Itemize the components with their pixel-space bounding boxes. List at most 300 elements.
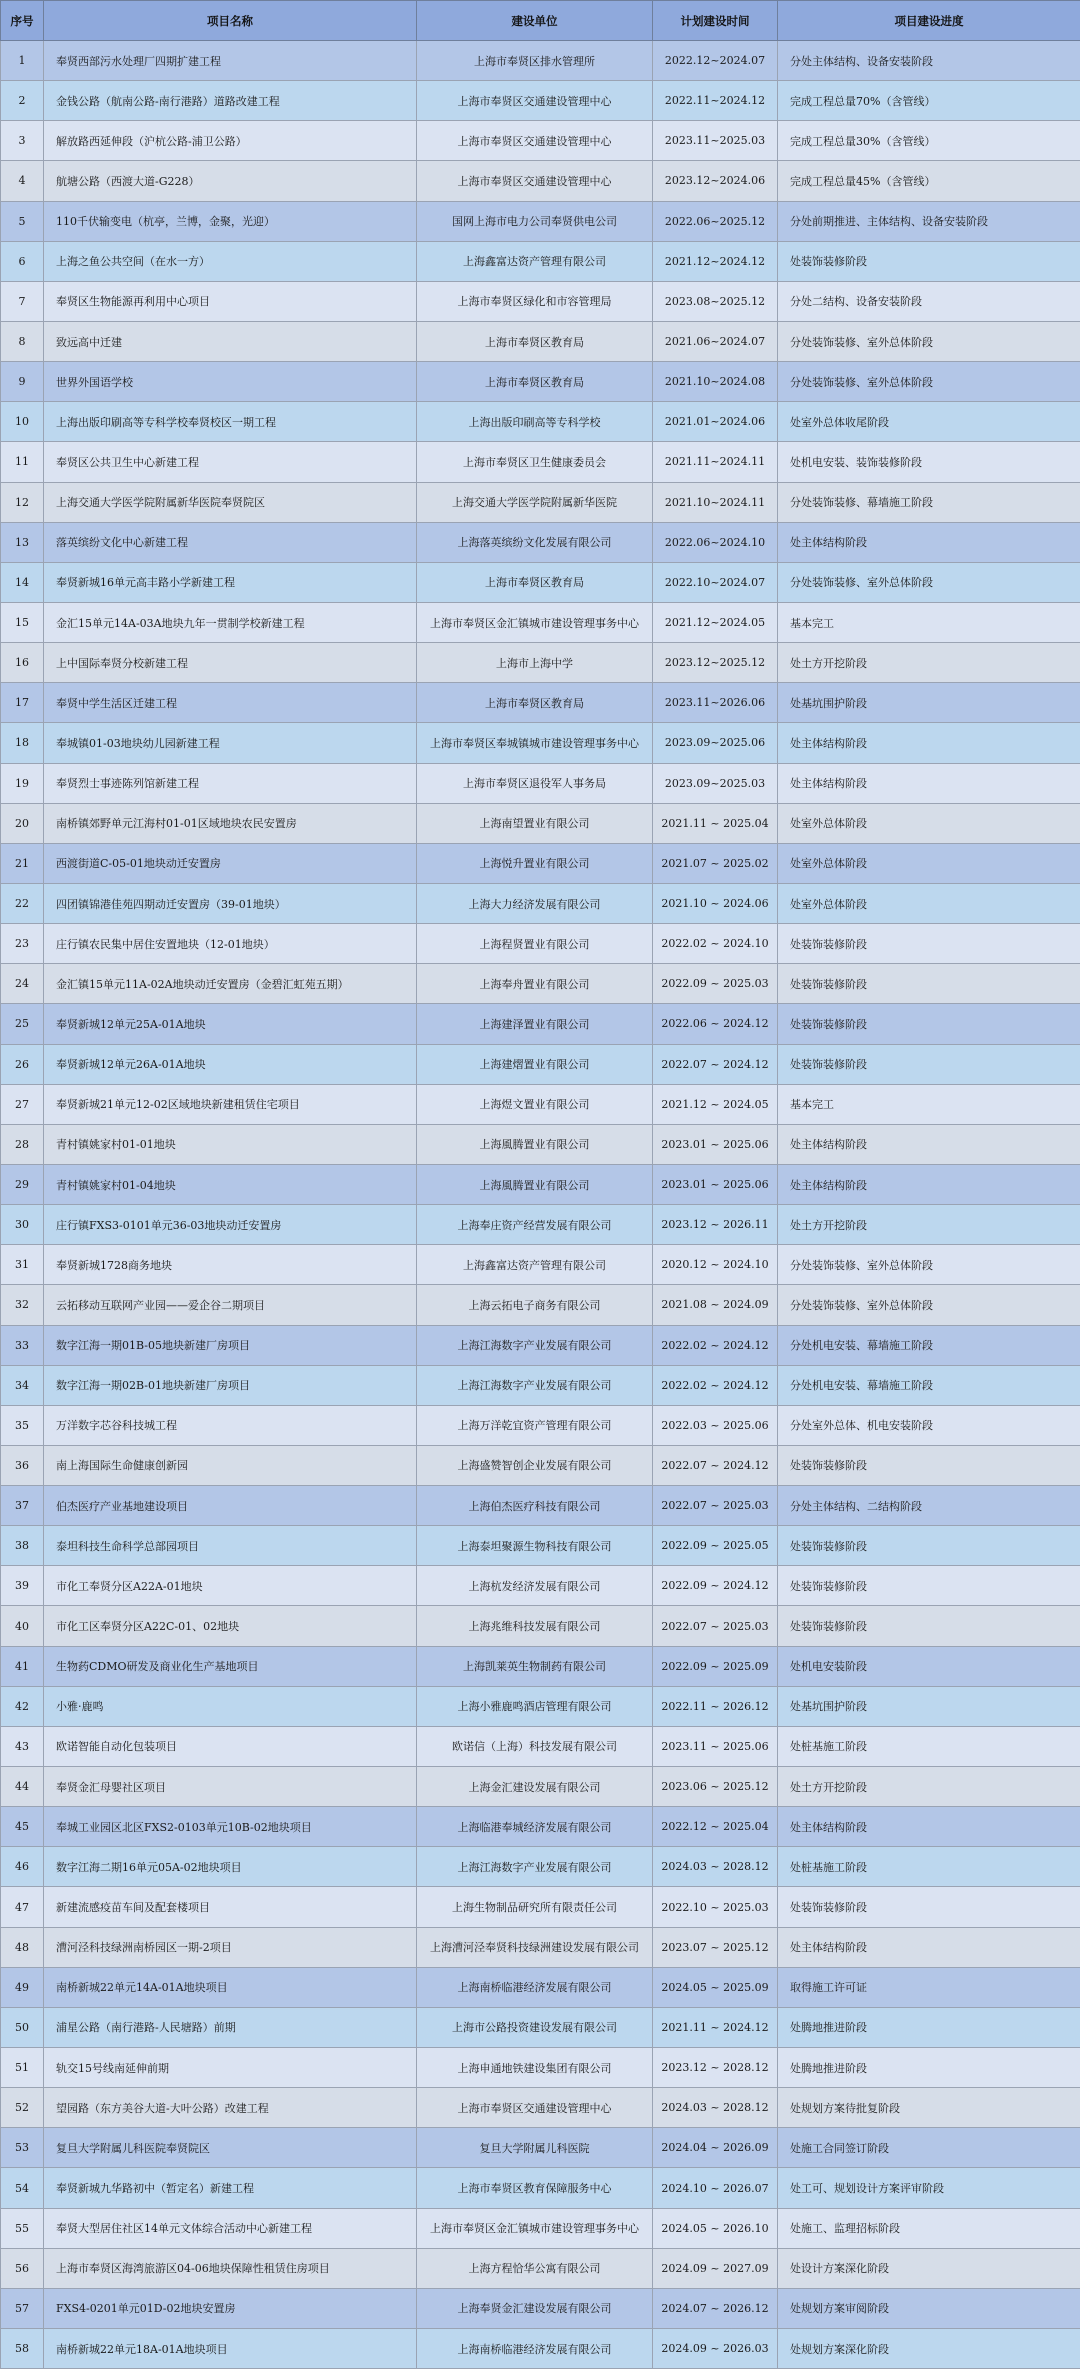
cell-progress: 处土方开挖阶段 (778, 643, 1080, 683)
cell-builder: 上海奉贤金汇建设发展有限公司 (417, 2288, 653, 2328)
cell-builder: 上海鑫富达资产管理有限公司 (417, 1245, 653, 1285)
cell-builder: 上海風腾置业有限公司 (417, 1124, 653, 1164)
cell-progress: 分处装饰装修、室外总体阶段 (778, 1245, 1080, 1285)
cell-schedule: 2023.12 ~ 2026.11 (653, 1205, 778, 1245)
cell-builder: 上海市奉贤区交通建设管理中心 (417, 2088, 653, 2128)
cell-progress: 完成工程总量45%（含管线） (778, 161, 1080, 201)
table-row (1, 2168, 1080, 2208)
cell-project-name: 奉城工业园区北区FXS2-0103单元10B-02地块项目 (44, 1807, 417, 1847)
cell-index: 36 (1, 1445, 44, 1485)
cell-progress: 分处装饰装修、室外总体阶段 (778, 321, 1080, 361)
cell-schedule: 2023.01 ~ 2025.06 (653, 1124, 778, 1164)
cell-builder: 上海江海数字产业发展有限公司 (417, 1325, 653, 1365)
table-row (1, 2248, 1080, 2288)
cell-progress: 分处机电安装、幕墙施工阶段 (778, 1365, 1080, 1405)
table-row (1, 643, 1080, 683)
cell-builder: 上海金汇建设发展有限公司 (417, 1767, 653, 1807)
cell-schedule: 2021.11~2024.11 (653, 442, 778, 482)
cell-index: 43 (1, 1726, 44, 1766)
cell-index: 11 (1, 442, 44, 482)
cell-schedule: 2021.10 ~ 2024.06 (653, 883, 778, 923)
table-row (1, 2007, 1080, 2047)
table-row (1, 1807, 1080, 1847)
cell-index: 19 (1, 763, 44, 803)
cell-project-name: 奉贤新城12单元25A-01A地块 (44, 1004, 417, 1044)
table-row (1, 1767, 1080, 1807)
cell-builder: 上海市奉贤区教育局 (417, 321, 653, 361)
table-row (1, 482, 1080, 522)
cell-builder: 上海鑫富达资产管理有限公司 (417, 241, 653, 281)
table-row (1, 362, 1080, 402)
cell-project-name: 小雅·鹿鸣 (44, 1686, 417, 1726)
cell-schedule: 2021.11 ~ 2024.12 (653, 2007, 778, 2047)
cell-schedule: 2022.02 ~ 2024.12 (653, 1365, 778, 1405)
cell-index: 23 (1, 924, 44, 964)
cell-schedule: 2023.01 ~ 2025.06 (653, 1164, 778, 1204)
cell-builder: 上海市奉贤区交通建设管理中心 (417, 121, 653, 161)
cell-builder: 上海市奉贤区金汇镇城市建设管理事务中心 (417, 2208, 653, 2248)
cell-project-name: 奉贤新城九华路初中（暂定名）新建工程 (44, 2168, 417, 2208)
cell-project-name: 数字江海二期16单元05A-02地块项目 (44, 1847, 417, 1887)
cell-progress: 处工可、规划设计方案评审阶段 (778, 2168, 1080, 2208)
cell-builder: 上海建熠置业有限公司 (417, 1044, 653, 1084)
cell-builder: 上海奉舟置业有限公司 (417, 964, 653, 1004)
header-index: 序号 (1, 1, 44, 41)
cell-progress: 处装饰装修阶段 (778, 1004, 1080, 1044)
cell-progress: 处室外总体阶段 (778, 843, 1080, 883)
table-row (1, 201, 1080, 241)
cell-index: 9 (1, 362, 44, 402)
cell-index: 53 (1, 2128, 44, 2168)
table-row (1, 1726, 1080, 1766)
cell-builder: 上海市奉贤区教育局 (417, 362, 653, 402)
cell-project-name: 新建流感疫苗车间及配套楼项目 (44, 1887, 417, 1927)
cell-builder: 上海凯莱英生物制药有限公司 (417, 1646, 653, 1686)
cell-schedule: 2022.11 ~ 2026.12 (653, 1686, 778, 1726)
cell-project-name: 伯杰医疗产业基地建设项目 (44, 1486, 417, 1526)
cell-schedule: 2022.07 ~ 2024.12 (653, 1445, 778, 1485)
cell-builder: 上海临港奉城经济发展有限公司 (417, 1807, 653, 1847)
cell-index: 29 (1, 1164, 44, 1204)
cell-schedule: 2021.12~2024.12 (653, 241, 778, 281)
cell-project-name: 上中国际奉贤分校新建工程 (44, 643, 417, 683)
cell-index: 24 (1, 964, 44, 1004)
cell-project-name: 奉城镇01-03地块幼儿园新建工程 (44, 723, 417, 763)
cell-project-name: 解放路西延伸段（沪杭公路-浦卫公路） (44, 121, 417, 161)
cell-index: 17 (1, 683, 44, 723)
table-row (1, 1445, 1080, 1485)
cell-project-name: 庄行镇FXS3-0101单元36-03地块动迁安置房 (44, 1205, 417, 1245)
cell-schedule: 2021.12~2024.05 (653, 602, 778, 642)
cell-index: 5 (1, 201, 44, 241)
cell-schedule: 2024.03 ~ 2028.12 (653, 1847, 778, 1887)
cell-schedule: 2022.02 ~ 2024.10 (653, 924, 778, 964)
cell-project-name: 奉贤大型居住社区14单元文体综合活动中心新建工程 (44, 2208, 417, 2248)
header-project-name: 项目名称 (44, 1, 417, 41)
table-row (1, 1325, 1080, 1365)
table-row (1, 843, 1080, 883)
header-builder: 建设单位 (417, 1, 653, 41)
cell-project-name: 漕河泾科技绿洲南桥园区一期-2项目 (44, 1927, 417, 1967)
cell-index: 44 (1, 1767, 44, 1807)
cell-progress: 处基坑围护阶段 (778, 683, 1080, 723)
cell-project-name: 110千伏输变电（杭亭，兰博，金聚，光迎） (44, 201, 417, 241)
cell-project-name: 落英缤纷文化中心新建工程 (44, 522, 417, 562)
cell-builder: 欧诺信（上海）科技发展有限公司 (417, 1726, 653, 1766)
cell-schedule: 2023.11 ~ 2025.06 (653, 1726, 778, 1766)
cell-index: 1 (1, 41, 44, 81)
cell-index: 33 (1, 1325, 44, 1365)
cell-schedule: 2022.07 ~ 2024.12 (653, 1044, 778, 1084)
cell-progress: 处室外总体收尾阶段 (778, 402, 1080, 442)
cell-schedule: 2022.10~2024.07 (653, 562, 778, 602)
cell-builder: 上海南望置业有限公司 (417, 803, 653, 843)
cell-progress: 处设计方案深化阶段 (778, 2248, 1080, 2288)
cell-schedule: 2022.06~2025.12 (653, 201, 778, 241)
cell-progress: 处主体结构阶段 (778, 1807, 1080, 1847)
cell-schedule: 2024.05 ~ 2025.09 (653, 1967, 778, 2007)
cell-progress: 分处装饰装修、室外总体阶段 (778, 562, 1080, 602)
cell-project-name: 泰坦科技生命科学总部园项目 (44, 1526, 417, 1566)
cell-schedule: 2022.07 ~ 2025.03 (653, 1486, 778, 1526)
table-row (1, 81, 1080, 121)
cell-index: 47 (1, 1887, 44, 1927)
header-schedule: 计划建设时间 (653, 1, 778, 41)
table-row (1, 1365, 1080, 1405)
cell-schedule: 2024.04 ~ 2026.09 (653, 2128, 778, 2168)
table-row (1, 2329, 1080, 2369)
cell-progress: 处主体结构阶段 (778, 1927, 1080, 1967)
cell-index: 7 (1, 281, 44, 321)
table-row (1, 924, 1080, 964)
cell-progress: 处主体结构阶段 (778, 1164, 1080, 1204)
cell-builder: 上海市奉贤区奉城镇城市建设管理事务中心 (417, 723, 653, 763)
table-row (1, 281, 1080, 321)
cell-index: 26 (1, 1044, 44, 1084)
cell-index: 2 (1, 81, 44, 121)
cell-builder: 上海江海数字产业发展有限公司 (417, 1365, 653, 1405)
table-header (1, 1, 1080, 41)
cell-project-name: 奉贤区公共卫生中心新建工程 (44, 442, 417, 482)
cell-index: 34 (1, 1365, 44, 1405)
cell-schedule: 2021.11 ~ 2025.04 (653, 803, 778, 843)
cell-project-name: 庄行镇农民集中居住安置地块（12-01地块） (44, 924, 417, 964)
cell-schedule: 2022.11~2024.12 (653, 81, 778, 121)
cell-progress: 处机电安装阶段 (778, 1646, 1080, 1686)
table-row (1, 1847, 1080, 1887)
table-row (1, 241, 1080, 281)
cell-builder: 上海交通大学医学院附属新华医院 (417, 482, 653, 522)
cell-project-name: 青村镇姚家村01-04地块 (44, 1164, 417, 1204)
cell-project-name: 金汇15单元14A-03A地块九年一贯制学校新建工程 (44, 602, 417, 642)
cell-index: 13 (1, 522, 44, 562)
cell-schedule: 2022.10 ~ 2025.03 (653, 1887, 778, 1927)
cell-project-name: 奉贤新城16单元高丰路小学新建工程 (44, 562, 417, 602)
cell-builder: 上海市奉贤区交通建设管理中心 (417, 81, 653, 121)
table-row (1, 1686, 1080, 1726)
cell-progress: 处规划方案待批复阶段 (778, 2088, 1080, 2128)
table-row (1, 1606, 1080, 1646)
cell-schedule: 2022.03 ~ 2025.06 (653, 1405, 778, 1445)
table-row (1, 1526, 1080, 1566)
cell-progress: 处施工合同签订阶段 (778, 2128, 1080, 2168)
cell-progress: 分处装饰装修、室外总体阶段 (778, 1285, 1080, 1325)
cell-index: 38 (1, 1526, 44, 1566)
cell-builder: 上海伯杰医疗科技有限公司 (417, 1486, 653, 1526)
header-row (1, 1, 1080, 41)
table-row (1, 2288, 1080, 2328)
cell-schedule: 2023.09~2025.06 (653, 723, 778, 763)
cell-builder: 上海煜文置业有限公司 (417, 1084, 653, 1124)
cell-index: 3 (1, 121, 44, 161)
cell-builder: 上海奉庄资产经营发展有限公司 (417, 1205, 653, 1245)
cell-schedule: 2020.12 ~ 2024.10 (653, 1245, 778, 1285)
table-row (1, 161, 1080, 201)
cell-builder: 上海市奉贤区绿化和市容管理局 (417, 281, 653, 321)
cell-progress: 处装饰装修阶段 (778, 924, 1080, 964)
cell-project-name: FXS4-0201单元01D-02地块安置房 (44, 2288, 417, 2328)
cell-builder: 上海申通地铁建设集团有限公司 (417, 2048, 653, 2088)
cell-project-name: 奉贤中学生活区迁建工程 (44, 683, 417, 723)
cell-index: 45 (1, 1807, 44, 1847)
cell-progress: 处规划方案审阅阶段 (778, 2288, 1080, 2328)
cell-project-name: 致远高中迁建 (44, 321, 417, 361)
cell-index: 41 (1, 1646, 44, 1686)
table-body (1, 41, 1080, 2369)
cell-progress: 处装饰装修阶段 (778, 1887, 1080, 1927)
cell-index: 21 (1, 843, 44, 883)
cell-builder: 上海云拓电子商务有限公司 (417, 1285, 653, 1325)
cell-schedule: 2022.06~2024.10 (653, 522, 778, 562)
cell-project-name: 市化工区奉贤分区A22C-01、02地块 (44, 1606, 417, 1646)
cell-progress: 分处主体结构、设备安装阶段 (778, 41, 1080, 81)
cell-index: 15 (1, 602, 44, 642)
cell-builder: 上海江海数字产业发展有限公司 (417, 1847, 653, 1887)
cell-schedule: 2021.01~2024.06 (653, 402, 778, 442)
table-row (1, 2048, 1080, 2088)
cell-builder: 上海小雅鹿鸣酒店管理有限公司 (417, 1686, 653, 1726)
cell-schedule: 2021.08 ~ 2024.09 (653, 1285, 778, 1325)
cell-builder: 上海市奉贤区教育保障服务中心 (417, 2168, 653, 2208)
cell-project-name: 万洋数字芯谷科技城工程 (44, 1405, 417, 1445)
cell-schedule: 2021.10~2024.08 (653, 362, 778, 402)
cell-project-name: 上海市奉贤区海湾旅游区04-06地块保障性租赁住房项目 (44, 2248, 417, 2288)
cell-schedule: 2022.12 ~ 2025.04 (653, 1807, 778, 1847)
cell-index: 28 (1, 1124, 44, 1164)
cell-progress: 处规划方案深化阶段 (778, 2329, 1080, 2369)
cell-schedule: 2023.08~2025.12 (653, 281, 778, 321)
cell-schedule: 2024.10 ~ 2026.07 (653, 2168, 778, 2208)
cell-progress: 处室外总体阶段 (778, 803, 1080, 843)
cell-project-name: 望园路（东方美谷大道-大叶公路）改建工程 (44, 2088, 417, 2128)
cell-project-name: 奉贤新城1728商务地块 (44, 1245, 417, 1285)
cell-index: 51 (1, 2048, 44, 2088)
header-progress: 项目建设进度 (778, 1, 1080, 41)
cell-index: 40 (1, 1606, 44, 1646)
cell-index: 18 (1, 723, 44, 763)
cell-project-name: 航塘公路（西渡大道-G228） (44, 161, 417, 201)
cell-builder: 上海南桥临港经济发展有限公司 (417, 1967, 653, 2007)
cell-project-name: 上海出版印刷高等专科学校奉贤校区一期工程 (44, 402, 417, 442)
table-row (1, 2128, 1080, 2168)
cell-builder: 上海杭发经济发展有限公司 (417, 1566, 653, 1606)
table-row (1, 522, 1080, 562)
cell-index: 56 (1, 2248, 44, 2288)
cell-project-name: 世界外国语学校 (44, 362, 417, 402)
cell-index: 32 (1, 1285, 44, 1325)
cell-schedule: 2021.10~2024.11 (653, 482, 778, 522)
cell-schedule: 2023.12 ~ 2028.12 (653, 2048, 778, 2088)
cell-progress: 处土方开挖阶段 (778, 1205, 1080, 1245)
cell-builder: 上海出版印刷高等专科学校 (417, 402, 653, 442)
table-row (1, 964, 1080, 1004)
cell-project-name: 奉贤区生物能源再利用中心项目 (44, 281, 417, 321)
cell-schedule: 2022.12~2024.07 (653, 41, 778, 81)
cell-progress: 分处二结构、设备安装阶段 (778, 281, 1080, 321)
cell-index: 10 (1, 402, 44, 442)
table-row (1, 602, 1080, 642)
cell-builder: 上海市奉贤区金汇镇城市建设管理事务中心 (417, 602, 653, 642)
cell-progress: 处室外总体阶段 (778, 883, 1080, 923)
cell-schedule: 2023.11~2025.03 (653, 121, 778, 161)
cell-schedule: 2024.07 ~ 2026.12 (653, 2288, 778, 2328)
cell-schedule: 2024.03 ~ 2028.12 (653, 2088, 778, 2128)
table-row (1, 41, 1080, 81)
cell-progress: 处装饰装修阶段 (778, 1445, 1080, 1485)
cell-progress: 分处室外总体、机电安装阶段 (778, 1405, 1080, 1445)
cell-project-name: 奉贤西部污水处理厂四期扩建工程 (44, 41, 417, 81)
table-row (1, 402, 1080, 442)
table-row (1, 1205, 1080, 1245)
cell-builder: 国网上海市电力公司奉贤供电公司 (417, 201, 653, 241)
cell-schedule: 2021.06~2024.07 (653, 321, 778, 361)
cell-schedule: 2022.07 ~ 2025.03 (653, 1606, 778, 1646)
cell-builder: 上海建泽置业有限公司 (417, 1004, 653, 1044)
table-row (1, 321, 1080, 361)
cell-progress: 处桩基施工阶段 (778, 1847, 1080, 1887)
cell-index: 8 (1, 321, 44, 361)
cell-schedule: 2023.09~2025.03 (653, 763, 778, 803)
table-row (1, 1004, 1080, 1044)
cell-builder: 上海市奉贤区交通建设管理中心 (417, 161, 653, 201)
cell-index: 27 (1, 1084, 44, 1124)
table-row (1, 1164, 1080, 1204)
cell-progress: 处装饰装修阶段 (778, 1606, 1080, 1646)
cell-project-name: 奉贤新城21单元12-02区域地块新建租赁住宅项目 (44, 1084, 417, 1124)
table-row (1, 683, 1080, 723)
cell-schedule: 2024.09 ~ 2026.03 (653, 2329, 778, 2369)
cell-index: 6 (1, 241, 44, 281)
cell-schedule: 2022.09 ~ 2025.03 (653, 964, 778, 1004)
cell-builder: 上海市奉贤区教育局 (417, 683, 653, 723)
cell-builder: 上海風腾置业有限公司 (417, 1164, 653, 1204)
cell-progress: 完成工程总量30%（含管线） (778, 121, 1080, 161)
cell-schedule: 2021.07 ~ 2025.02 (653, 843, 778, 883)
cell-schedule: 2022.09 ~ 2025.05 (653, 1526, 778, 1566)
cell-schedule: 2023.12~2025.12 (653, 643, 778, 683)
table-row (1, 1084, 1080, 1124)
cell-index: 20 (1, 803, 44, 843)
cell-index: 58 (1, 2329, 44, 2369)
cell-index: 50 (1, 2007, 44, 2047)
cell-progress: 处装饰装修阶段 (778, 964, 1080, 1004)
cell-builder: 上海落英缤纷文化发展有限公司 (417, 522, 653, 562)
cell-builder: 上海市奉贤区卫生健康委员会 (417, 442, 653, 482)
cell-index: 37 (1, 1486, 44, 1526)
cell-progress: 处腾地推进阶段 (778, 2007, 1080, 2047)
cell-project-name: 欧诺智能自动化包装项目 (44, 1726, 417, 1766)
cell-project-name: 奉贤金汇母婴社区项目 (44, 1767, 417, 1807)
cell-project-name: 西渡街道C-05-01地块动迁安置房 (44, 843, 417, 883)
table-row (1, 1285, 1080, 1325)
cell-project-name: 上海之鱼公共空间（在水一方） (44, 241, 417, 281)
cell-project-name: 南桥新城22单元18A-01A地块项目 (44, 2329, 417, 2369)
cell-progress: 处基坑围护阶段 (778, 1686, 1080, 1726)
cell-builder: 上海兆维科技发展有限公司 (417, 1606, 653, 1646)
cell-schedule: 2023.06 ~ 2025.12 (653, 1767, 778, 1807)
cell-index: 16 (1, 643, 44, 683)
cell-progress: 处腾地推进阶段 (778, 2048, 1080, 2088)
table-row (1, 723, 1080, 763)
cell-progress: 处施工、监理招标阶段 (778, 2208, 1080, 2248)
cell-builder: 上海市奉贤区退役军人事务局 (417, 763, 653, 803)
table-row (1, 1124, 1080, 1164)
cell-builder: 上海市奉贤区教育局 (417, 562, 653, 602)
cell-index: 22 (1, 883, 44, 923)
cell-progress: 取得施工许可证 (778, 1967, 1080, 2007)
cell-schedule: 2022.02 ~ 2024.12 (653, 1325, 778, 1365)
table-row (1, 1245, 1080, 1285)
cell-project-name: 南桥镇郊野单元江海村01-01区域地块农民安置房 (44, 803, 417, 843)
cell-builder: 上海万洋乾宜资产管理有限公司 (417, 1405, 653, 1445)
cell-schedule: 2023.07 ~ 2025.12 (653, 1927, 778, 1967)
cell-schedule: 2023.11~2026.06 (653, 683, 778, 723)
table-row (1, 121, 1080, 161)
table-row (1, 2208, 1080, 2248)
cell-schedule: 2022.09 ~ 2024.12 (653, 1566, 778, 1606)
cell-progress: 分处装饰装修、室外总体阶段 (778, 362, 1080, 402)
cell-schedule: 2024.05 ~ 2026.10 (653, 2208, 778, 2248)
cell-index: 30 (1, 1205, 44, 1245)
cell-builder: 上海生物制品研究所有限责任公司 (417, 1887, 653, 1927)
cell-progress: 分处主体结构、二结构阶段 (778, 1486, 1080, 1526)
cell-builder: 上海程贤置业有限公司 (417, 924, 653, 964)
cell-project-name: 复旦大学附属儿科医院奉贤院区 (44, 2128, 417, 2168)
cell-project-name: 数字江海一期01B-05地块新建厂房项目 (44, 1325, 417, 1365)
cell-index: 42 (1, 1686, 44, 1726)
cell-progress: 处主体结构阶段 (778, 763, 1080, 803)
cell-progress: 处装饰装修阶段 (778, 241, 1080, 281)
cell-schedule: 2022.09 ~ 2025.09 (653, 1646, 778, 1686)
table-row (1, 442, 1080, 482)
table-row (1, 1566, 1080, 1606)
table-row (1, 1405, 1080, 1445)
cell-project-name: 市化工奉贤分区A22A-01地块 (44, 1566, 417, 1606)
cell-index: 54 (1, 2168, 44, 2208)
cell-builder: 上海泰坦聚源生物科技有限公司 (417, 1526, 653, 1566)
cell-index: 14 (1, 562, 44, 602)
cell-index: 4 (1, 161, 44, 201)
table-row (1, 1044, 1080, 1084)
cell-progress: 处装饰装修阶段 (778, 1526, 1080, 1566)
cell-builder: 复旦大学附属儿科医院 (417, 2128, 653, 2168)
cell-project-name: 浦星公路（南行港路-人民塘路）前期 (44, 2007, 417, 2047)
cell-builder: 上海市奉贤区排水管理所 (417, 41, 653, 81)
cell-project-name: 南桥新城22单元14A-01A地块项目 (44, 1967, 417, 2007)
cell-progress: 完成工程总量70%（含管线） (778, 81, 1080, 121)
cell-progress: 处装饰装修阶段 (778, 1044, 1080, 1084)
cell-progress: 处机电安装、装饰装修阶段 (778, 442, 1080, 482)
